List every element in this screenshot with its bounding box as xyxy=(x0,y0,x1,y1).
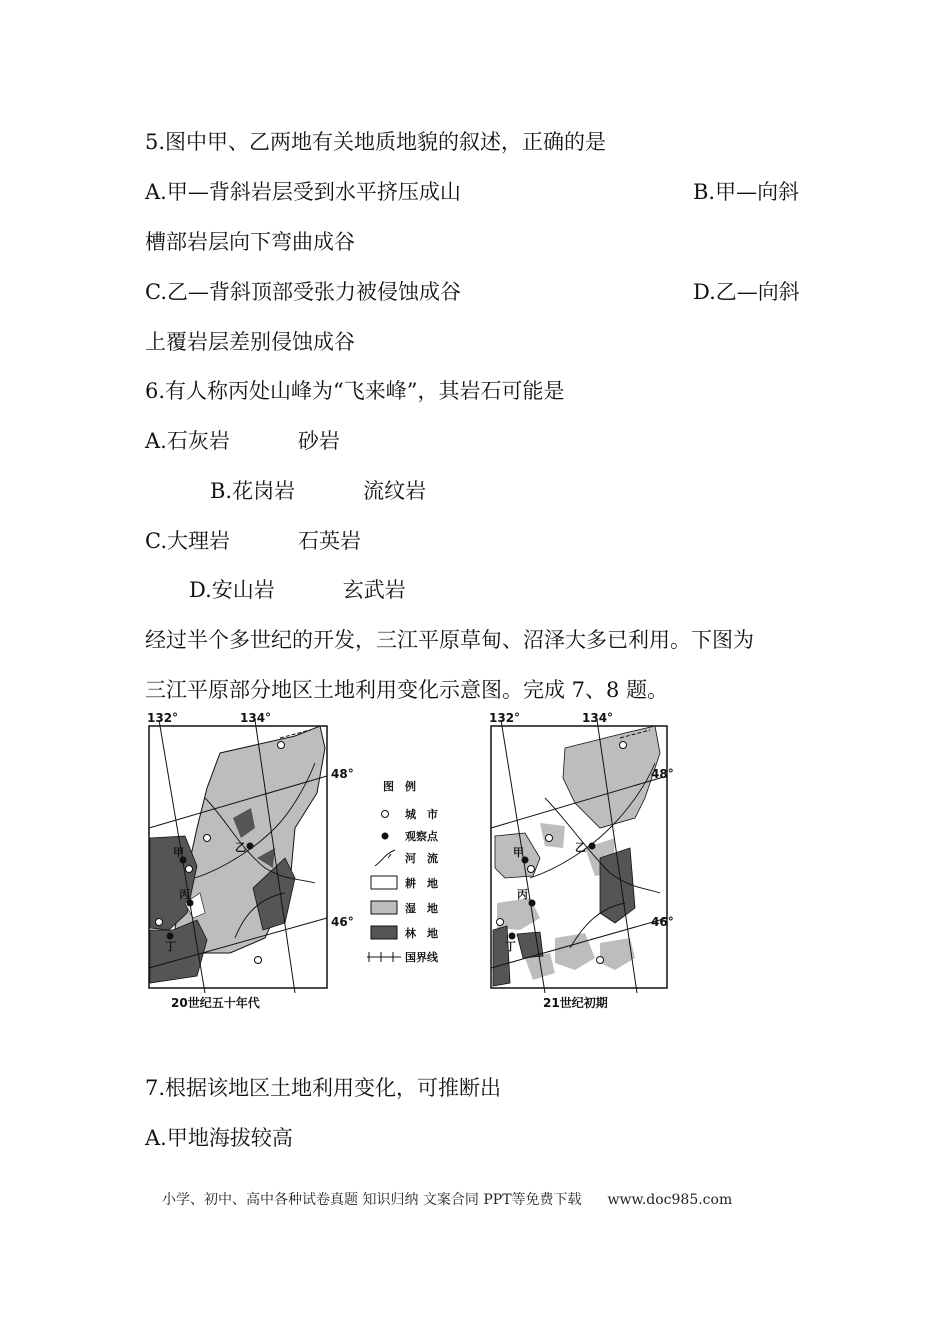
map-2000s xyxy=(489,711,674,1010)
legend-forest: 林 地 xyxy=(405,927,438,940)
right-caption: 21世纪初期 xyxy=(543,996,608,1010)
legend-wetland: 湿 地 xyxy=(405,902,438,915)
left-label-bing: 丙 xyxy=(179,888,190,901)
q5-option-c: C.乙—背斜顶部受张力被侵蚀成谷 xyxy=(145,280,461,304)
q6-option-b xyxy=(210,477,426,505)
q6-b-1: B.花岗岩 xyxy=(210,479,296,503)
q6-option-a xyxy=(145,427,340,455)
legend-title: 图 例 xyxy=(383,780,416,793)
legend-point-symbol xyxy=(382,833,389,840)
q5-option-b: B.甲—向斜 xyxy=(693,180,800,204)
right-label-ding: 丁 xyxy=(505,940,516,953)
q6-a-2: 砂岩 xyxy=(297,429,340,453)
q5-option-d: D.乙—向斜 xyxy=(693,280,800,304)
q5-option-a: A.甲—背斜岩层受到水平挤压成山 xyxy=(145,180,461,204)
q6-a-1: A.石灰岩 xyxy=(145,429,230,453)
legend-wetland-symbol xyxy=(371,901,397,914)
left-lon-132: 132° xyxy=(147,711,179,725)
footer-text: 小学、初中、高中各种试卷真题 知识归纳 文案合同 PPT等免费下载 xyxy=(162,1192,582,1208)
question-5: 5.图中甲、乙两地有关地质地貌的叙述，正确的是 xyxy=(145,130,607,154)
q6-option-d xyxy=(189,576,406,604)
legend-border: 国界线 xyxy=(405,951,438,964)
q6-c-2: 石英岩 xyxy=(298,529,361,553)
legend-farmland: 耕 地 xyxy=(405,877,438,890)
right-lat-46: 46° xyxy=(651,915,674,929)
legend-forest-symbol xyxy=(371,926,397,939)
question-6: 6.有人称丙处山峰为“飞来峰”，其岩石可能是 xyxy=(145,379,565,403)
right-lon-134: 134° xyxy=(582,711,614,725)
right-lat-48: 48° xyxy=(651,767,674,781)
q5-option-b-cont: 槽部岩层向下弯曲成谷 xyxy=(145,230,355,254)
legend-point: 观察点 xyxy=(405,830,438,843)
intro-line-2: 三江平原部分地区土地利用变化示意图。完成 7、8 题。 xyxy=(145,678,669,702)
right-label-yi: 乙 xyxy=(575,841,586,854)
q6-option-c xyxy=(145,527,361,555)
q5-option-d-cont: 上覆岩层差别侵蚀成谷 xyxy=(145,330,355,354)
left-caption: 20世纪五十年代 xyxy=(171,996,260,1010)
legend-river: 河 流 xyxy=(405,852,438,865)
legend-city: 城 市 xyxy=(405,808,438,821)
legend-farmland-symbol xyxy=(371,876,397,889)
q6-b-2: 流纹岩 xyxy=(363,479,427,503)
legend-border-symbol xyxy=(367,952,401,962)
q7-option-a: A.甲地海拔较高 xyxy=(145,1126,293,1150)
q6-c-1: C.大理岩 xyxy=(145,529,230,553)
left-label-jia: 甲 xyxy=(173,846,184,859)
footer xyxy=(162,1190,732,1210)
q6-d-2: 玄武岩 xyxy=(342,578,406,602)
right-label-bing: 丙 xyxy=(517,888,528,901)
left-lon-134: 134° xyxy=(240,711,272,725)
left-lat-46: 46° xyxy=(331,915,354,929)
left-lat-48: 48° xyxy=(331,767,354,781)
q6-d-1: D.安山岩 xyxy=(189,578,275,602)
left-label-yi: 乙 xyxy=(235,841,246,854)
legend-river-symbol xyxy=(375,850,395,866)
map-1950s xyxy=(147,711,354,1010)
right-lon-132: 132° xyxy=(489,711,521,725)
left-label-ding: 丁 xyxy=(165,940,176,953)
question-7: 7.根据该地区土地利用变化，可推断出 xyxy=(145,1076,502,1100)
intro-line-1: 经过半个多世纪的开发，三江平原草甸、沼泽大多已利用。下图为 xyxy=(145,628,754,652)
legend-city-symbol xyxy=(382,811,389,818)
legend xyxy=(367,779,439,964)
right-label-jia: 甲 xyxy=(513,846,524,859)
land-use-maps-svg xyxy=(145,708,680,1013)
land-use-figure xyxy=(145,708,680,1013)
footer-url[interactable]: www.doc985.com xyxy=(607,1192,733,1208)
